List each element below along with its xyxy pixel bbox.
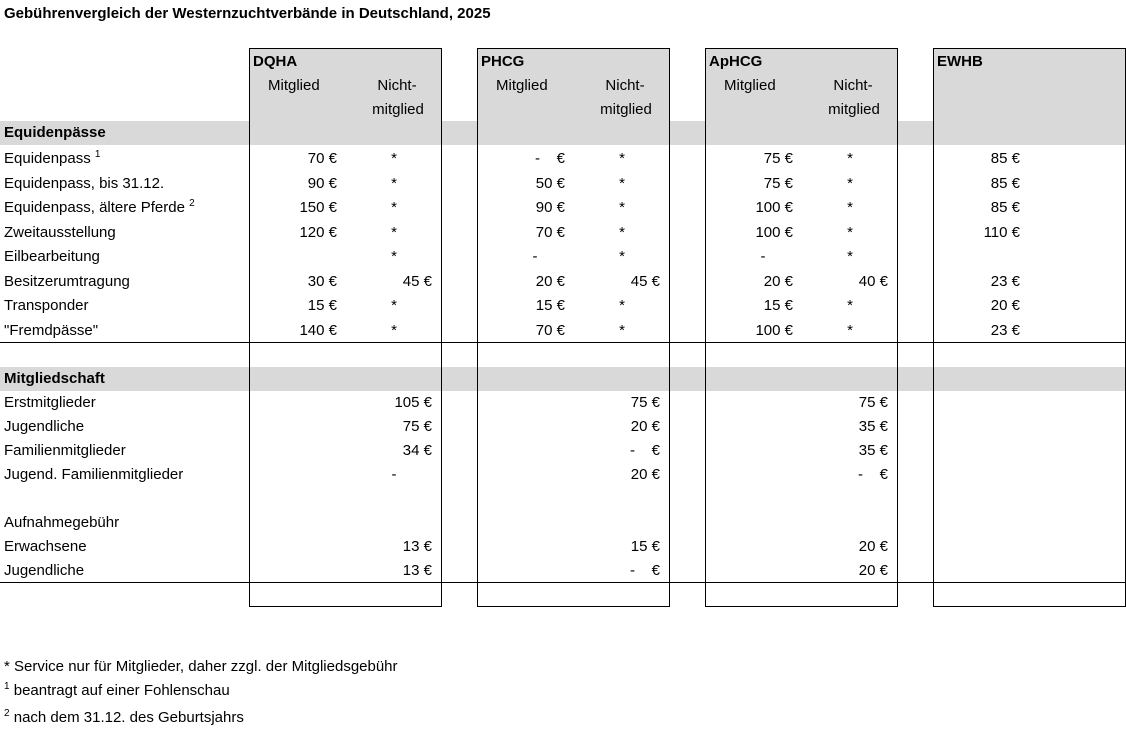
row-label: Jugendliche bbox=[4, 562, 85, 579]
table-cell: 30 € bbox=[307, 273, 337, 290]
table-cell: * bbox=[847, 224, 853, 241]
table-cell: 75 € bbox=[402, 418, 432, 435]
table-cell: * bbox=[391, 224, 397, 241]
row-label bbox=[4, 321, 98, 341]
table-cell: 20 € bbox=[990, 297, 1020, 314]
table-cell: 70 € bbox=[535, 322, 565, 339]
footnote-one bbox=[4, 681, 230, 701]
column-sub-nichtmitglied: mitglied bbox=[600, 101, 652, 118]
section-label-equidenpaesse: Equidenpässe bbox=[4, 124, 106, 141]
table-cell: * bbox=[619, 297, 625, 314]
table-cell: 40 € bbox=[858, 273, 888, 290]
column-sub-mitglied: Mitglied bbox=[496, 77, 548, 94]
page-title: Gebührenvergleich der Westernzuchtverbände in Deutschland, 2025 bbox=[4, 5, 491, 22]
table-cell: 34 € bbox=[402, 442, 432, 459]
table-cell: 110 € bbox=[983, 224, 1020, 241]
separator-line bbox=[0, 342, 1126, 343]
table-cell: 15 € bbox=[535, 297, 565, 314]
row-label-text: Equidenpass, bis 31.12. bbox=[4, 175, 165, 192]
row-label bbox=[4, 247, 100, 267]
table-cell: 20 € bbox=[763, 273, 793, 290]
column-sub-mitglied: Mitglied bbox=[268, 77, 320, 94]
table-cell: 85 € bbox=[990, 175, 1020, 192]
column-sub-nichtmitglied: Nicht- bbox=[833, 77, 873, 94]
row-label bbox=[4, 296, 89, 316]
table-cell: * bbox=[391, 248, 397, 265]
table-cell: 70 € bbox=[307, 150, 337, 167]
row-label-text: Equidenpass bbox=[4, 150, 91, 167]
column-title-ewhb: EWHB bbox=[937, 53, 983, 70]
row-label-text: "Fremdpässe" bbox=[4, 322, 99, 339]
table-cell: 20 € bbox=[535, 273, 565, 290]
footnote-text: nach dem 31.12. des Geburtsjahrs bbox=[9, 709, 244, 726]
table-cell: * bbox=[847, 297, 853, 314]
subsection-label-aufnahmegebuehr: Aufnahmegebühr bbox=[4, 514, 120, 531]
table-cell: * bbox=[847, 322, 853, 339]
table-cell: 15 € bbox=[630, 538, 660, 555]
table-cell: 13 € bbox=[402, 538, 432, 555]
row-label-text: Zweitausstellung bbox=[4, 224, 116, 241]
table-cell: 20 € bbox=[630, 418, 660, 435]
table-cell: * bbox=[619, 248, 625, 265]
table-cell: * bbox=[847, 175, 853, 192]
table-cell: 75 € bbox=[858, 394, 888, 411]
table-cell: 45 € bbox=[630, 273, 660, 290]
row-label: Jugend. Familienmitglieder bbox=[4, 466, 184, 483]
table-cell: 15 € bbox=[307, 297, 337, 314]
table-cell: * bbox=[619, 322, 625, 339]
table-cell: 20 € bbox=[858, 538, 888, 555]
table-cell: 85 € bbox=[990, 199, 1020, 216]
table-cell: * bbox=[619, 199, 625, 216]
table-cell: - € bbox=[629, 442, 660, 459]
row-label-text: Transponder bbox=[4, 297, 89, 314]
table-cell: 90 € bbox=[307, 175, 337, 192]
table-cell: - bbox=[391, 466, 397, 483]
footnote-marker: 2 bbox=[189, 198, 195, 209]
row-label-text: Eilbearbeitung bbox=[4, 248, 100, 265]
column-sub-nichtmitglied: mitglied bbox=[372, 101, 424, 118]
table-cell: 23 € bbox=[990, 322, 1020, 339]
column-sub-nichtmitglied: Nicht- bbox=[377, 77, 417, 94]
footnote-marker: 1 bbox=[94, 149, 101, 160]
table-cell: - € bbox=[629, 562, 660, 579]
column-title-aphcg: ApHCG bbox=[709, 53, 763, 70]
section-label-mitgliedschaft: Mitgliedschaft bbox=[4, 370, 105, 387]
table-cell: 20 € bbox=[858, 562, 888, 579]
table-cell: * bbox=[391, 199, 397, 216]
table-cell: 35 € bbox=[858, 442, 888, 459]
table-cell: 90 € bbox=[535, 199, 565, 216]
table-cell: 150 € bbox=[299, 199, 337, 216]
column-sub-nichtmitglied: Nicht- bbox=[605, 77, 645, 94]
footnote-marker: 1 bbox=[4, 681, 10, 692]
table-cell: 100 € bbox=[755, 322, 793, 339]
table-cell: 100 € bbox=[755, 224, 793, 241]
row-label bbox=[4, 272, 130, 292]
table-cell: * bbox=[619, 224, 625, 241]
table-cell: 13 € bbox=[402, 562, 432, 579]
row-label bbox=[4, 174, 164, 194]
table-cell: 45 € bbox=[402, 273, 432, 290]
table-cell: 70 € bbox=[535, 224, 565, 241]
column-title-phcg: PHCG bbox=[481, 53, 525, 70]
table-cell: 50 € bbox=[535, 175, 565, 192]
table-cell: 75 € bbox=[763, 175, 793, 192]
table-cell: * bbox=[847, 150, 853, 167]
table-cell: 120 € bbox=[299, 224, 337, 241]
separator-line bbox=[0, 582, 1126, 583]
table-cell: 15 € bbox=[763, 297, 793, 314]
row-label: Erstmitglieder bbox=[4, 394, 96, 411]
row-label: Familienmitglieder bbox=[4, 442, 126, 459]
table-cell: 100 € bbox=[755, 199, 793, 216]
table-cell: * bbox=[619, 175, 625, 192]
column-sub-mitglied: Mitglied bbox=[724, 77, 776, 94]
row-label bbox=[4, 149, 100, 169]
footnote-star: * Service nur für Mitglieder, daher zzgl. der Mitgliedsgebühr bbox=[4, 658, 398, 675]
column-sub-nichtmitglied: mitglied bbox=[828, 101, 880, 118]
row-label: Jugendliche bbox=[4, 418, 85, 435]
row-label-text: Besitzerumtragung bbox=[4, 273, 130, 290]
table-cell: * bbox=[847, 248, 853, 265]
row-label: Erwachsene bbox=[4, 538, 87, 555]
column-title-dqha: DQHA bbox=[253, 53, 298, 70]
footnote-marker: 2 bbox=[4, 708, 10, 719]
table-cell: 20 € bbox=[630, 466, 660, 483]
table-cell: * bbox=[391, 175, 397, 192]
table-cell: - € bbox=[534, 150, 565, 167]
footnote-text: beantragt auf einer Fohlenschau bbox=[9, 682, 230, 699]
row-label bbox=[4, 198, 195, 218]
row-label bbox=[4, 223, 116, 243]
table-cell: * bbox=[391, 322, 397, 339]
table-cell: * bbox=[391, 150, 397, 167]
table-cell: 85 € bbox=[990, 150, 1020, 167]
footnote-two bbox=[4, 708, 244, 728]
table-cell: - bbox=[760, 248, 766, 265]
table-cell: - € bbox=[857, 466, 888, 483]
table-cell: 105 € bbox=[394, 394, 432, 411]
table-cell: - bbox=[532, 248, 538, 265]
table-cell: * bbox=[391, 297, 397, 314]
table-cell: * bbox=[847, 199, 853, 216]
table-cell: 23 € bbox=[990, 273, 1020, 290]
table-cell: 35 € bbox=[858, 418, 888, 435]
table-cell: 75 € bbox=[763, 150, 793, 167]
table-cell: 140 € bbox=[299, 322, 337, 339]
table-cell: * bbox=[619, 150, 625, 167]
table-cell: 75 € bbox=[630, 394, 660, 411]
row-label-text: Equidenpass, ältere Pferde bbox=[4, 199, 185, 216]
